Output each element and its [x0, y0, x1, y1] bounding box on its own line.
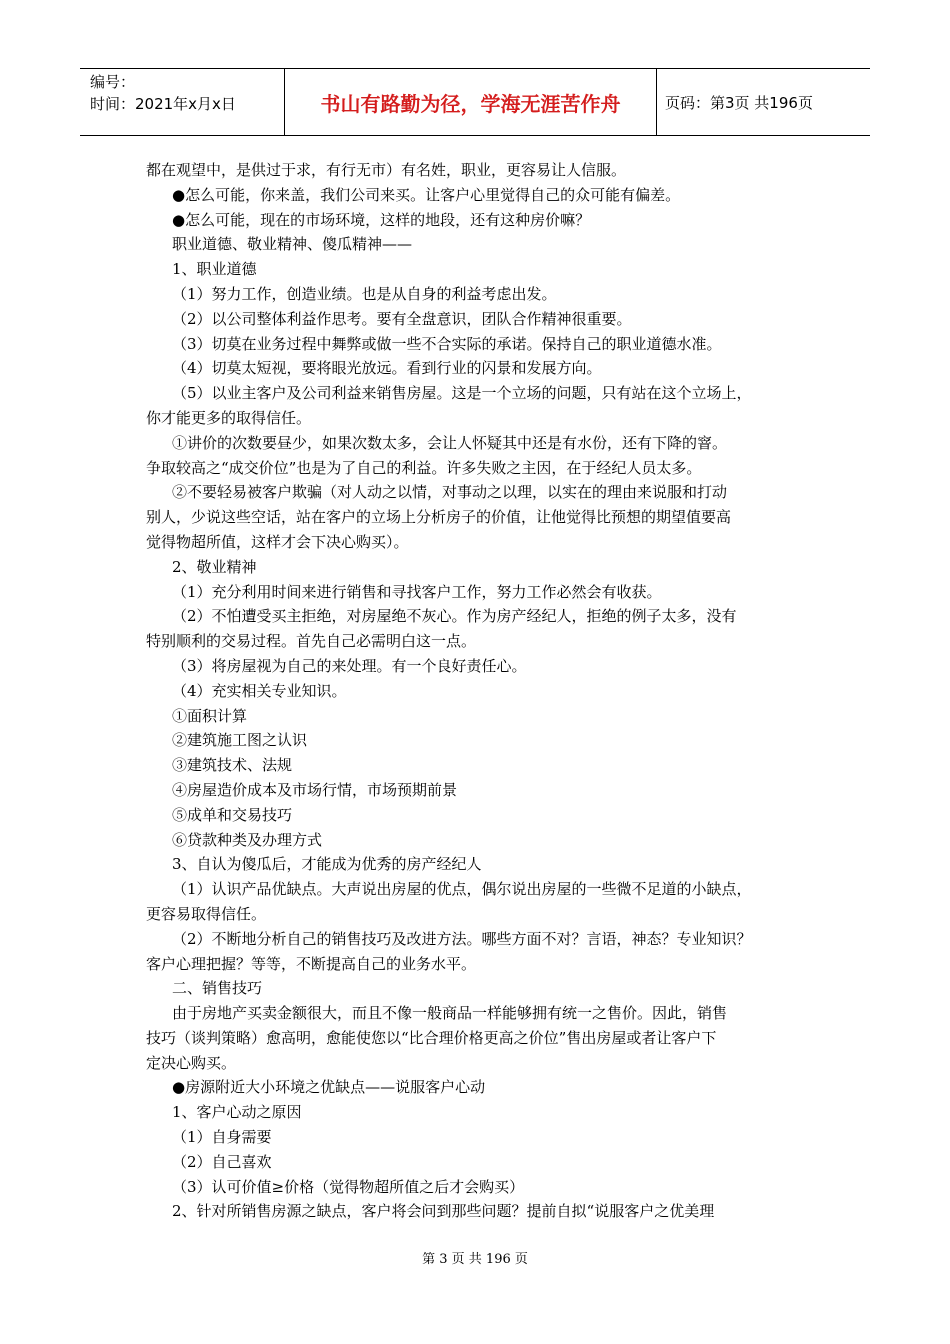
text-line: （5）以业主客户及公司利益来销售房屋。这是一个立场的问题，只有站在这个立场上， [172, 384, 752, 403]
text-line: 职业道德、敬业精神、傻瓜精神—— [172, 235, 413, 254]
text-line: 争取较高之“成交价位”也是为了自己的利益。许多失败之主因，在于经纪人员太多。 [146, 458, 702, 477]
header-table [80, 68, 870, 136]
text-line: （3）认可价值≥价格（觉得物超所值之后才会购买） [172, 1177, 525, 1196]
text-line: ②建筑施工图之认识 [172, 731, 308, 750]
text-line: （2）不怕遭受买主拒绝，对房屋绝不灰心。作为房产经纪人，拒绝的例子太多，没有 [172, 607, 737, 626]
header-page-label: 页码：第3页 共196页 [665, 93, 813, 112]
text-line: （3）切莫在业务过程中舞弊或做一些不合实际的承诺。保持自己的职业道德水准。 [172, 334, 722, 353]
text-line: 2、针对所销售房源之缺点，客户将会问到那些问题？提前自拟“说服客户之优美理 [172, 1202, 715, 1221]
text-line: 觉得物超所值，这样才会下决心购买）。 [146, 532, 409, 551]
text-line: ③建筑技术、法规 [172, 756, 293, 775]
text-line: ⑥贷款种类及办理方式 [172, 830, 323, 849]
text-line: ②不要轻易被客户欺骗（对人动之以情，对事动之以理，以实在的理由来说服和打动 [172, 483, 728, 502]
text-line: 二、销售技巧 [172, 979, 263, 998]
text-line: （1）认识产品优缺点。大声说出房屋的优点，偶尔说出房屋的一些微不足道的小缺点， [172, 880, 752, 899]
doc-date-label: 时间：2021年x月x日 [90, 95, 236, 113]
text-line: ①讲价的次数要昼少，如果次数太多，会让人怀疑其中还是有水份，还有下降的窨。 [172, 433, 728, 452]
text-line: 由于房地产买卖金额很大，而且不像一般商品一样能够拥有统一之售价。因此，销售 [172, 1004, 728, 1023]
text-line: ●怎么可能，你来盖，我们公司来买。让客户心里觉得自己的众可能有偏差。 [172, 185, 681, 204]
text-line: （1）充分利用时间来进行销售和寻找客户工作，努力工作必然会有收获。 [172, 582, 662, 601]
text-line: ④房屋造价成本及市场行情，市场预期前景 [172, 780, 458, 799]
document-body [146, 158, 816, 1224]
text-line: （4）充实相关专业知识。 [172, 681, 347, 700]
page-footer: 第 3 页 共 196 页 [422, 1252, 528, 1267]
text-line: ●房源附近大小环境之优缺点——说服客户心动 [172, 1078, 486, 1097]
text-line: 你才能更多的取得信任。 [146, 408, 312, 427]
text-line: 技巧（谈判策略）愈高明，愈能使您以“比合理价格更高之价位”售出房屋或者让客户下 [146, 1028, 717, 1047]
text-line: 都在观望中，是供过于求，有行无市）有名姓，职业，更容易让人信服。 [146, 161, 627, 179]
text-line: （3）将房屋视为自己的来处理。有一个良好责任心。 [172, 656, 527, 675]
text-line: （2）以公司整体利益作思考。要有全盘意识，团队合作精神很重要。 [172, 309, 632, 328]
text-line: ●怎么可能，现在的市场环境，这样的地段，还有这种房价嘛？ [172, 210, 591, 229]
text-line: （1）自身需要 [172, 1128, 272, 1147]
text-line: 定决心购买。 [146, 1053, 237, 1072]
header-meta [80, 69, 285, 135]
text-line: 客户心理把握？等等，不断提高自己的业务水平。 [146, 954, 477, 973]
text-line: 更容易取得信任。 [146, 904, 267, 923]
text-line: 特别顺利的交易过程。首先自己必需明白这一点。 [146, 632, 477, 651]
text-line: 2、敬业精神 [172, 557, 257, 576]
text-line: ①面积计算 [172, 706, 248, 725]
text-line: 别人，少说这些空话，站在客户的立场上分析房子的价值，让他觉得比预想的期望值要高 [146, 508, 732, 527]
header-motto: 书山有路勤为径，学海无涯苦作舟 [285, 69, 657, 135]
doc-number-label: 编号： [90, 73, 136, 91]
text-line: （2）自己喜欢 [172, 1152, 272, 1171]
text-line: 1、职业道德 [172, 260, 257, 279]
text-line: ⑤成单和交易技巧 [172, 805, 293, 824]
text-line: 3、自认为傻瓜后，才能成为优秀的房产经纪人 [172, 855, 482, 874]
text-line: （2）不断地分析自己的销售技巧及改进方法。哪些方面不对？言语，神态？专业知识？ [172, 929, 752, 948]
text-line: （4）切莫太短视，要将眼光放远。看到行业的闪景和发展方向。 [172, 359, 602, 378]
text-line: 1、客户心动之原因 [172, 1103, 302, 1122]
text-line: （1）努力工作，创造业绩。也是从自身的利益考虑出发。 [172, 284, 557, 303]
